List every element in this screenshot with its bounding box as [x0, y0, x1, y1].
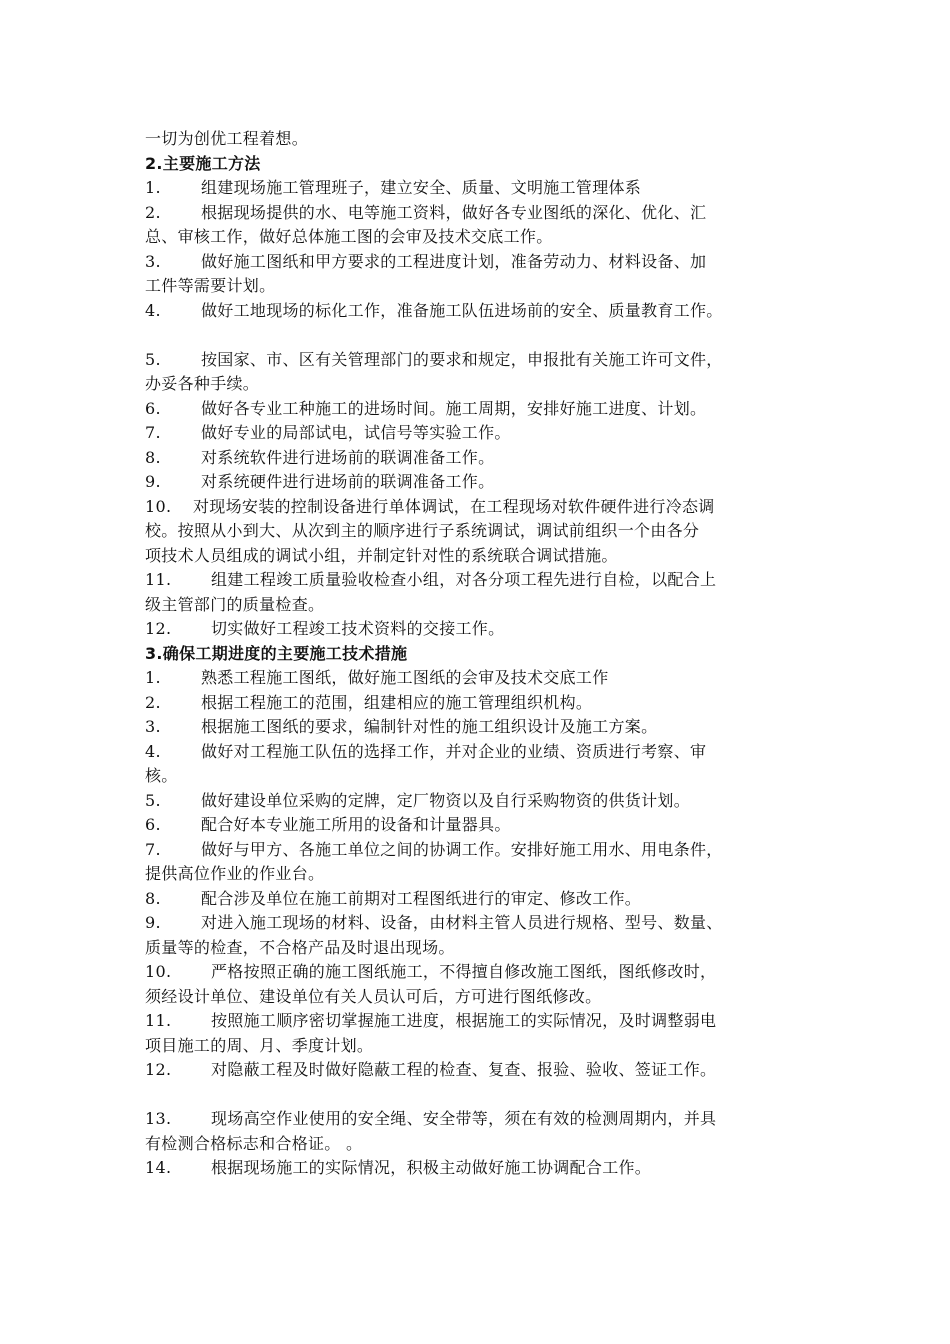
list-item — [145, 789, 825, 814]
list-item-text: 对系统软件进行进场前的联调准备工作。 — [201, 447, 495, 467]
list-item — [145, 813, 825, 838]
list-item-first-line — [145, 470, 825, 495]
list-item-continuation: 提供高位作业的作业台。 — [145, 864, 325, 883]
list-item — [145, 715, 825, 740]
section-3-list — [145, 666, 825, 1181]
list-item-number: 9. — [145, 913, 161, 932]
list-item-text: 配合好本专业施工所用的设备和计量器具。 — [201, 815, 511, 834]
list-item-first-line — [145, 201, 825, 226]
list-item-first-line — [145, 715, 825, 740]
list-item-text: 做好施工图纸和甲方要求的工程进度计划，准备劳动力、材料设备、加 — [201, 251, 707, 271]
list-item-first-line — [145, 1156, 825, 1181]
list-item-text: 根据现场施工的实际情况，积极主动做好施工协调配合工作。 — [211, 1158, 652, 1177]
list-item-text: 严格按照正确的施工图纸施工，不得擅自修改施工图纸，图纸修改时， — [211, 962, 717, 981]
list-item-number: 7. — [145, 423, 161, 442]
list-item-text: 对系统硬件进行进场前的联调准备工作。 — [201, 472, 495, 491]
list-item-text: 按照施工顺序密切掌握施工进度，根据施工的实际情况，及时调整弱电 — [211, 1011, 717, 1030]
list-item-first-line — [145, 813, 825, 838]
list-item-text: 切实做好工程竣工技术资料的交接工作。 — [211, 619, 505, 638]
list-item — [145, 421, 825, 446]
list-item-first-line — [145, 789, 825, 814]
list-item-first-line — [145, 446, 825, 471]
list-item — [145, 568, 825, 617]
list-item-continuation: 有检测合格标志和合格证。 。 — [145, 1133, 363, 1153]
list-item-first-line — [145, 887, 825, 912]
list-item — [145, 1156, 825, 1181]
list-item-text: 做好建设单位采购的定牌，定厂物资以及自行采购物资的供货计划。 — [201, 790, 691, 810]
section-2-list — [145, 176, 825, 642]
list-item-number: 6. — [145, 398, 161, 418]
list-item-first-line — [145, 348, 825, 373]
intro-text: 一切为创优工程着想。 — [145, 129, 309, 148]
list-item-continuation: 质量等的检查，不合格产品及时退出现场。 — [145, 937, 455, 957]
list-item-text: 根据施工图纸的要求，编制针对性的施工组织设计及施工方案。 — [201, 717, 658, 736]
list-item-first-line — [145, 666, 825, 691]
document-page — [145, 127, 825, 1181]
list-item-first-line — [145, 421, 825, 446]
list-item-continuation: 总、审核工作，做好总体施工图的会审及技术交底工作。 — [145, 227, 553, 246]
list-item-number: 12. — [145, 1060, 172, 1079]
blank-line — [145, 323, 825, 348]
list-item-number: 2. — [145, 692, 161, 712]
list-item — [145, 1009, 825, 1058]
list-item-number: 11. — [145, 1011, 172, 1030]
list-item-number: 9. — [145, 472, 161, 491]
list-item-number: 6. — [145, 815, 161, 834]
list-item — [145, 617, 825, 642]
list-item-text: 做好各专业工种施工的进场时间。施工周期，安排好施工进度、计划。 — [201, 398, 707, 418]
list-item-text: 做好与甲方、各施工单位之间的协调工作。安排好施工用水、用电条件， — [201, 839, 723, 859]
list-item-number: 5. — [145, 790, 161, 810]
list-item-number: 5. — [145, 349, 161, 369]
list-item — [145, 446, 825, 471]
list-item — [145, 1058, 825, 1083]
list-item — [145, 838, 825, 887]
list-item-text: 组建工程竣工质量验收检查小组，对各分项工程先进行自检，以配合上 — [211, 570, 717, 589]
list-item — [145, 691, 825, 716]
list-item-continuation: 级主管部门的质量检查。 — [145, 594, 325, 614]
list-item-number: 8. — [145, 888, 161, 908]
list-item-first-line — [145, 568, 825, 593]
list-item-number: 1. — [145, 178, 161, 197]
list-item — [145, 299, 825, 324]
list-item — [145, 176, 825, 201]
list-item-text: 对现场安装的控制设备进行单体调试，在工程现场对软件硬件进行冷态调 — [193, 496, 715, 516]
list-item-number: 4. — [145, 741, 161, 761]
list-item-text: 做好专业的局部试电，试信号等实验工作。 — [201, 423, 511, 442]
list-item-continuation: 须经设计单位、建设单位有关人员认可后，方可进行图纸修改。 — [145, 986, 602, 1006]
list-item-number: 7. — [145, 839, 161, 859]
list-item-first-line — [145, 495, 825, 520]
list-item — [145, 740, 825, 789]
list-item-text: 配合涉及单位在施工前期对工程图纸进行的审定、修改工作。 — [201, 888, 642, 908]
list-item-first-line — [145, 740, 825, 765]
list-item-text: 对进入施工现场的材料、设备，由材料主管人员进行规格、型号、数量、 — [201, 913, 723, 932]
list-item — [145, 201, 825, 250]
list-item-text: 现场高空作业使用的安全绳、安全带等，须在有效的检测周期内，并具 — [211, 1109, 717, 1128]
list-item — [145, 960, 825, 1009]
section-2-heading: 2.主要施工方法 — [145, 153, 261, 173]
list-item-number: 13. — [145, 1109, 172, 1128]
list-item-number: 8. — [145, 447, 161, 467]
list-item-continuation: 项目施工的周、月、季度计划。 — [145, 1035, 374, 1055]
list-item-first-line — [145, 176, 825, 201]
list-item-text: 对隐蔽工程及时做好隐蔽工程的检查、复查、报验、验收、签证工作。 — [211, 1060, 717, 1079]
list-item-number: 10. — [145, 962, 172, 981]
list-item-number: 2. — [145, 202, 161, 222]
list-item-first-line — [145, 250, 825, 275]
list-item — [145, 666, 825, 691]
list-item-first-line — [145, 617, 825, 642]
list-item-text: 根据工程施工的范围，组建相应的施工管理组织机构。 — [201, 692, 593, 712]
list-item-text: 根据现场提供的水、电等施工资料，做好各专业图纸的深化、优化、汇 — [201, 202, 707, 222]
blank-line — [145, 1083, 825, 1108]
section-3-heading: 3.确保工期进度的主要施工技术措施 — [145, 643, 408, 663]
list-item — [145, 250, 825, 299]
list-item-text: 按国家、市、区有关管理部门的要求和规定，申报批有关施工许可文件， — [201, 349, 723, 369]
list-item-first-line — [145, 1107, 825, 1132]
list-item-number: 11. — [145, 570, 172, 589]
list-item-first-line — [145, 299, 825, 324]
list-item-first-line — [145, 838, 825, 863]
list-item-continuation: 办妥各种手续。 — [145, 374, 260, 393]
list-item — [145, 1107, 825, 1156]
list-item-text: 做好对工程施工队伍的选择工作，并对企业的业绩、资质进行考察、审 — [201, 741, 707, 761]
list-item — [145, 887, 825, 912]
list-item-number: 1. — [145, 668, 161, 687]
list-item — [145, 495, 825, 569]
list-item-first-line — [145, 1009, 825, 1034]
list-item-continuation: 校。按照从小到大、从次到主的顺序进行子系统调试，调试前组织一个由各分 — [145, 521, 700, 540]
list-item-continuation: 核。 — [145, 766, 178, 785]
list-item-first-line — [145, 960, 825, 985]
list-item-number: 12. — [145, 619, 172, 638]
list-item-text: 组建现场施工管理班子，建立安全、质量、文明施工管理体系 — [201, 178, 642, 197]
list-item-first-line — [145, 691, 825, 716]
list-item — [145, 911, 825, 960]
list-item — [145, 397, 825, 422]
list-item-number: 10. — [145, 496, 172, 516]
list-item-continuation: 工件等需要计划。 — [145, 276, 276, 295]
list-item-text: 熟悉工程施工图纸，做好施工图纸的会审及技术交底工作 — [201, 668, 609, 687]
list-item-number: 3. — [145, 717, 161, 736]
list-item-number: 3. — [145, 251, 161, 271]
list-item-number: 14. — [145, 1158, 172, 1177]
list-item-first-line — [145, 397, 825, 422]
list-item-first-line — [145, 1058, 825, 1083]
list-item-text: 做好工地现场的标化工作，准备施工队伍进场前的安全、质量教育工作。 — [201, 300, 723, 320]
list-item — [145, 470, 825, 495]
list-item-first-line — [145, 911, 825, 936]
list-item — [145, 348, 825, 397]
list-item-number: 4. — [145, 300, 161, 320]
list-item-continuation: 项技术人员组成的调试小组，并制定针对性的系统联合调试措施。 — [145, 545, 618, 565]
